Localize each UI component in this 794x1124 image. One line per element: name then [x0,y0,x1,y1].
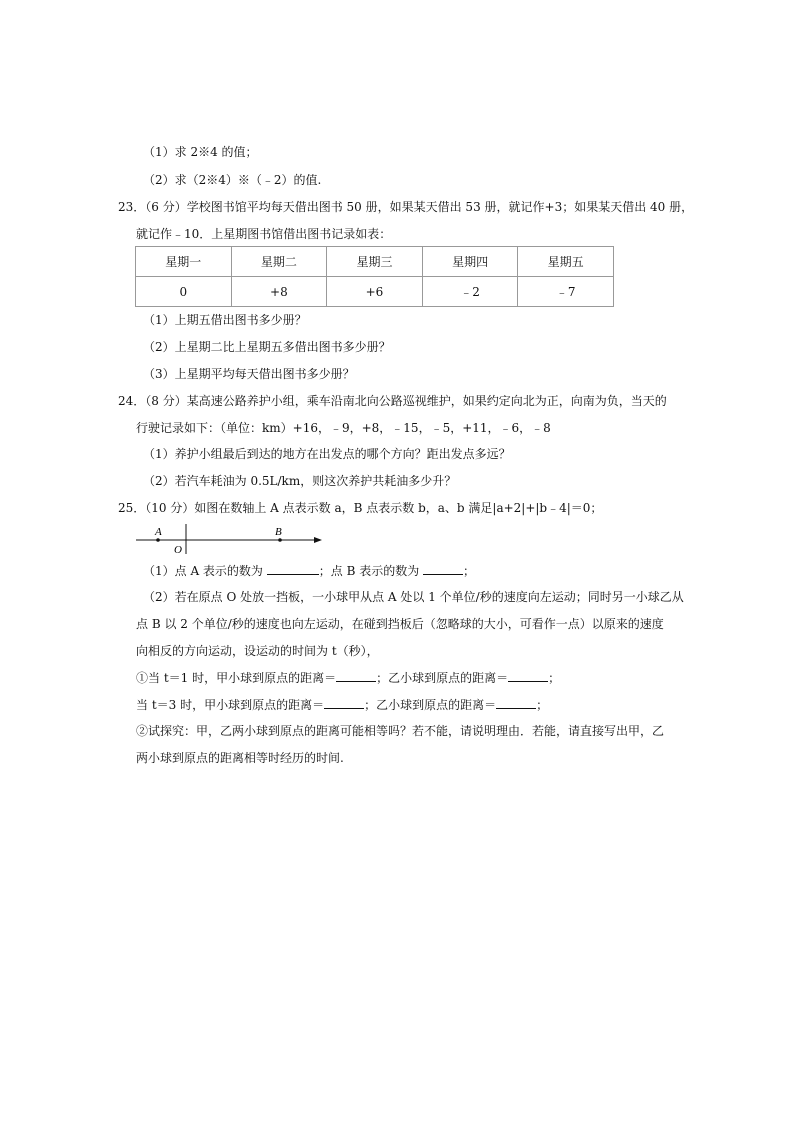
q25-explore-line1: ②试探究：甲，乙两小球到原点的距离可能相等吗？若不能，请说明理由．若能，请直接写出甲，乙 [136,724,665,738]
q25-explore-line2: 两小球到原点的距离相等时经历的时间. [136,751,344,765]
q25-stem: 25．（10 分）如图在数轴上 A 点表示数 a，B 点表示数 b，a、b 满足|a+2|+|b﹣4|＝0； [118,501,603,515]
q23-stem-line2: 就记作﹣10．上星期图书馆借出图书记录如表： [136,227,392,241]
q23-part1: （1）上期五借出图书多少册？ [143,313,307,327]
q24-stem-line1: 24．（8 分）某高速公路养护小组，乘车沿南北向公路巡视维护，如果约定向北为正，向南为负，当天的 [118,394,667,408]
table-header-cell: 星期一 [136,247,232,277]
table-header-cell: 星期三 [327,247,423,277]
q23-part3: （3）上星期平均每天借出图书多少册？ [143,367,355,381]
table-header-cell: 星期二 [231,247,327,277]
answer-blank-b[interactable] [423,562,463,575]
q25-case-t3-middle: ；乙小球到原点的距离＝ [364,698,497,712]
q25-case-t1-middle: ；乙小球到原点的距离＝ [376,671,509,685]
number-line-figure [130,522,330,556]
table-cell: ﹣2 [422,277,518,307]
answer-blank-jia-t3[interactable] [324,696,364,709]
point-a-label: A [155,526,162,538]
q25-part1-middle: ；点 B 表示的数为 [318,564,424,578]
arrow-right-icon [314,537,322,543]
q25-case-t1 [136,669,560,686]
q25-case-t3 [136,696,548,713]
q25-part2-line2: 点 B 以 2 个单位/秒的速度也向左运动，在碰到挡板后（忽略球的大小，可看作一点）以原来的速度 [136,617,664,631]
q25-part2-line3: 向相反的方向运动，设运动的时间为 t（秒）， [136,644,379,658]
table-header-cell: 星期五 [518,247,614,277]
point-b-label: B [275,526,282,538]
q25-case-t1-suffix: ； [548,671,561,685]
q23-part2: （2）上星期二比上星期五多借出图书多少册？ [143,340,391,354]
answer-blank-a[interactable] [267,562,319,575]
table-cell: 0 [136,277,232,307]
q25-part1-prefix: （1）点 A 表示的数为 [143,564,267,578]
q25-case-t1-prefix: ①当 t＝1 时，甲小球到原点的距离＝ [136,671,337,685]
q25-case-t3-prefix: 当 t＝3 时，甲小球到原点的距离＝ [136,698,325,712]
q24-part2: （2）若汽车耗油为 0.5L/km，则这次养护共耗油多少升？ [143,474,457,488]
table-cell: +6 [327,277,423,307]
q25-part1 [143,562,475,579]
q25-part2-line1: （2）若在原点 O 处放一挡板，一小球甲从点 A 处以 1 个单位/秒的速度向左运动；同时另一小球乙从 [143,590,684,604]
q22-part1: （1）求 2※4 的值； [143,145,258,159]
table-row [136,277,614,307]
q25-part1-suffix: ； [463,564,476,578]
answer-blank-yi-t3[interactable] [496,696,536,709]
q24-stem-line2: 行驶记录如下：（单位：km）+16，﹣9，+8，﹣15，﹣5，+11，﹣6，﹣8 [136,421,551,435]
table-cell: ﹣7 [518,277,614,307]
answer-blank-yi-t1[interactable] [508,669,548,682]
q25-case-t3-suffix: ； [536,698,549,712]
q22-part2: （2）求（2※4）※（﹣2）的值. [143,173,322,187]
table-cell: +8 [231,277,327,307]
point-b-marker [278,538,282,542]
borrow-record-table [135,246,614,307]
q24-part1: （1）养护小组最后到达的地方在出发点的哪个方向？距出发点多远？ [143,447,511,461]
origin-label: O [174,544,182,556]
table-header-cell: 星期四 [422,247,518,277]
point-a-marker [156,538,160,542]
table-header-row [136,247,614,277]
answer-blank-jia-t1[interactable] [336,669,376,682]
q23-stem-line1: 23．（6 分）学校图书馆平均每天借出图书 50 册，如果某天借出 53 册，就记作+3；如果某天借出 40 册， [118,200,694,214]
